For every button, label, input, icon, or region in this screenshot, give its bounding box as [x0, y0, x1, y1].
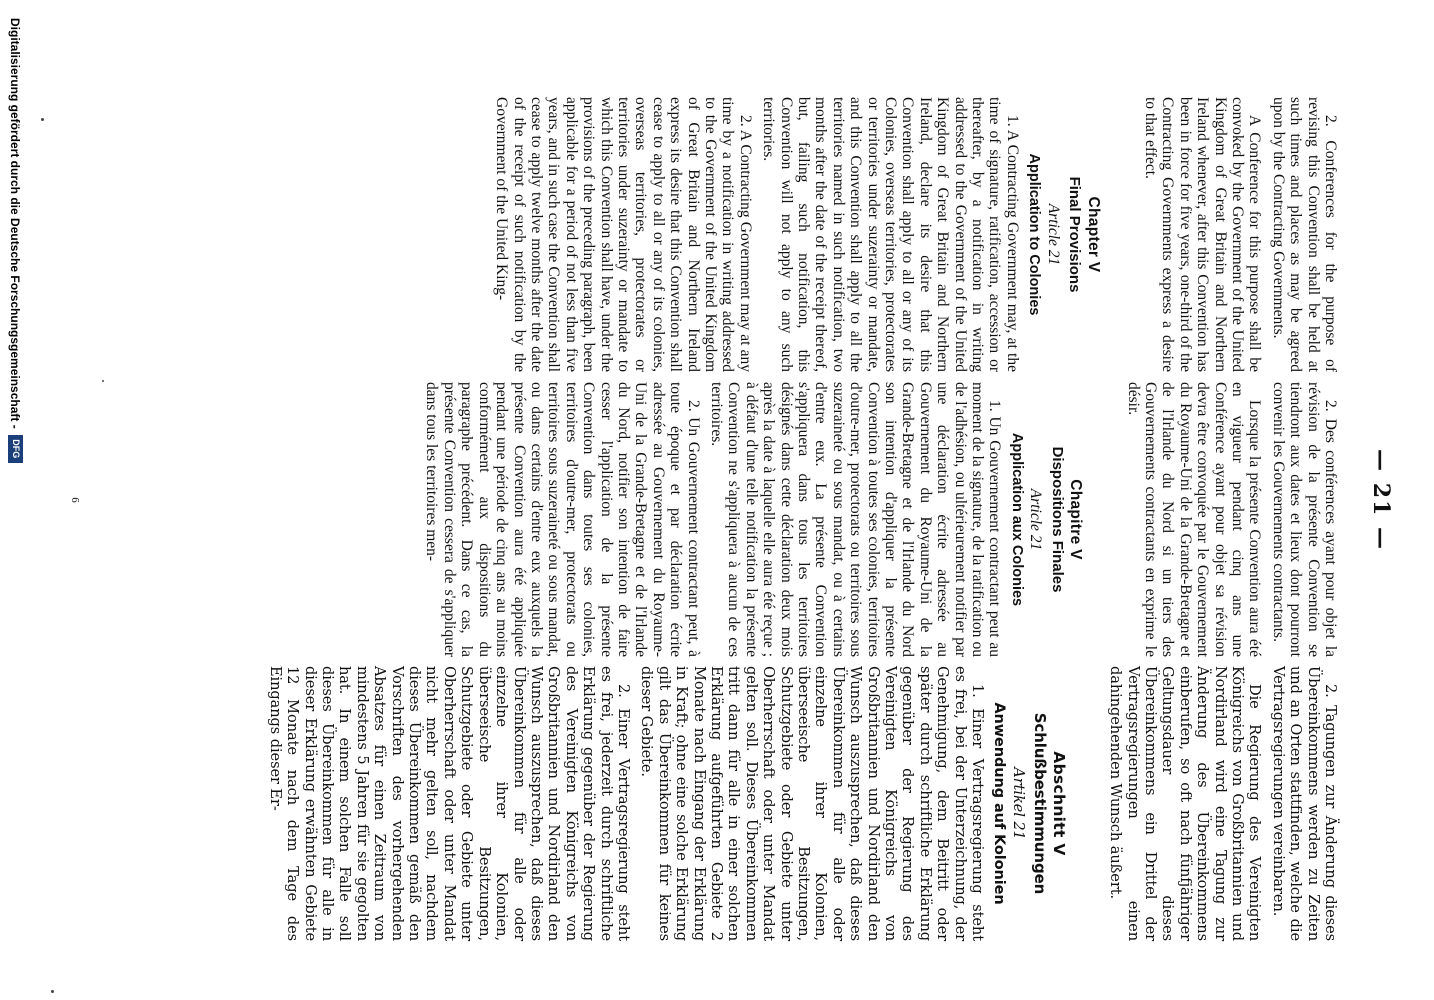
funding-note	[8, 18, 23, 463]
footer-sheet-number: 6	[69, 497, 81, 503]
fr-para-conference-convened: Lorsque la présente Convention aura été en vigueur pendant cinq ans une Conférence ayant pour objet sa révision devra être convoquée par le Gouvernement du Royaume-Uni de la Grande-Bretagne et de l'Irlande du Nord si un tiers des Gouvernements contractants en exprime le désir.	[1124, 382, 1264, 657]
de-chapter-subtitle: Schlußbestimmungen	[1031, 712, 1050, 895]
en-chapter-subtitle: Final Provisions	[1066, 176, 1084, 293]
en-article-title: Application to Colonies	[1026, 153, 1043, 316]
en-para-1: 1. A Contracting Government may, at the time of signature, ratification, accession or thereafter, by a notification in writing addressed to the Government of the United Kingdom of Great Britain and Northern Ireland, declare its desire that this Convention shall apply to all or any of its Colonies, overseas territories, protectorates or territories under suzerainty or mandate, and this Convention shall apply to all the territories named in such notification, two months after the date of the receipt thereof, but, failing such notification, this Convention will not apply to any such territories.	[760, 97, 1021, 372]
en-para-conferences: 2. Conferences for the purpose of revising this Convention shall be held at such times and places as may be agreed upon by the Contracting Governments.	[1269, 97, 1339, 372]
de-article-number: Artikel 21	[1009, 767, 1027, 840]
fr-chapter-title: Chapitre V	[1067, 479, 1085, 560]
fr-chapter-subtitle: Dispositions Finales	[1048, 446, 1066, 593]
de-article-title: Anwendung auf Kolonien	[991, 702, 1008, 905]
scan-speck-dot	[51, 990, 54, 993]
en-para-2: 2. A Contracting Government may at any time by a notification in writing addressed to the Government of the United Kingdom of Great Britain and Northern Ireland express its desire that this Convention shall cease to apply to all or any of its colonies, overseas territories, protectorates or territories under suzerainty or mandate to which this Convention shall have, under the provisions of the preceding paragraph, been applicable for a period of not less than five years, and in such case the Convention shall cease to apply twelve months after the date of the receipt of such notification by the Government of the United King-	[493, 97, 754, 372]
en-para-conference-convened: A Conference for this purpose shall be convoked by the Government of the United Kingdom of Great Britain and Northern Ireland whenever, after this Convention has been in force for five years, one-third of the Contracting Governments express a desire to that effect.	[1141, 97, 1264, 372]
en-chapter-title: Chapter V	[1084, 196, 1102, 273]
de-para-conference-convened: Die Regierung des Vereinigten Königreichs von Großbritannien und Nordirland wird eine Tagung zur Änderung des Übereinkommens einberufen, so oft nach fünfjähriger Geltungsdauer dieses Übereinkommens ein Drittel der Vertragsregierungen einen dahingehenden Wunsch äußert.	[1107, 666, 1264, 941]
french-column	[417, 382, 1339, 657]
fr-para-2: 2. Un Gouvernement contractant peut, à toute époque et par déclaration écrite adressée au Gouvernement du Royaume-Uni de la Grande-Bretagne et de l'Irlande du Nord, notifier son intention de faire cesser l'application de la présente Convention dans toutes ses colonies, territoires d'outre-mer, protectorats ou territoires sous suzeraineté ou sous mandat, ou dans certains d'entre eux auxquels la présente Convention aura été appliquée pendant une période de cinq ans au moins conformément aux dispositions du paragraphe précédent. Dans ce cas, la présente Convention cessera de s'appliquer dans tous les territoires men-	[423, 382, 702, 657]
english-column	[487, 97, 1339, 372]
page-number: — 21 —	[1368, 449, 1394, 551]
de-para-1: 1. Einer Vertragsregierung steht es frei, bei der Unterzeichnung, der Genehmigung, dem Beitritt oder später durch schriftliche Erklärung gegenüber der Regierung des Vereinigten Königreichs von Großbritannien und Nordirland den Wunsch auszusprechen, daß dieses Übereinkommen für alle oder einzelne ihrer Kolonien, überseeische Besitzungen, Schutzgebiete oder Gebiete unter Oberherrschaft oder unter Mandat gelten soll. Dieses Übereinkommen tritt dann für alle in einer solchen Erklärung aufgeführten Gebiete 2 Monate nach Eingang der Erklärung in Kraft; ohne eine solche Erklärung gilt das Übereinkommen für keines dieser Gebiete.	[638, 666, 987, 941]
german-column	[260, 666, 1339, 941]
de-para-2: 2. Einer Vertragsregierung steht es frei, jederzeit durch schriftliche Erklärung gegenüber der Regierung des Vereinigten Königreichs von Großbritannien und Nordirland den Wunsch auszusprechen, daß dieses Übereinkommen für alle oder einzelne ihrer Kolonien, überseeische Besitzungen, Schutzgebiete oder Gebiete unter Oberherrschaft oder unter Mandat nicht mehr gelten soll, nachdem dieses Übereinkommen gemäß den Vorschriften des vorhergehenden Absatzes für einen Zeitraum von mindestens 5 Jahren für sie gegolten hat. In einem solchen Falle soll dieses Übereinkommen für alle in dieser Erklärung erwähnten Gebiete 12 Monate nach dem Tage des Eingangs dieser Er-	[266, 666, 632, 941]
funding-text: Digitalisierung gefördert durch die Deutsche Forschungsgemeinschaft -	[8, 18, 23, 429]
scan-speck-dot	[41, 118, 44, 121]
en-article-number: Article 21	[1044, 203, 1062, 266]
de-chapter-title: Abschnitt V	[1049, 751, 1068, 856]
fr-article-title: Application aux Colonies	[1008, 432, 1025, 607]
scan-speck-dot	[102, 380, 104, 382]
de-para-conferences: 2. Tagungen zur Änderung dieses Übereinkommens werden zu Zeiten und an Orten stattfinden, welche die Vertragsregierungen vereinbaren.	[1269, 666, 1339, 941]
dfg-logo-icon: DFG	[8, 435, 23, 463]
fr-para-1: 1. Un Gouvernement contractant peut au moment de la signature, de la ratification ou de l'adhésion, ou ultérieurement notifier par une déclaration écrite adressée au Gouvernement du Royaume-Uni de la Grande-Bretagne et de l'Irlande du Nord son intention d'appliquer la présente Convention à toutes ses colonies, territoires d'outre-mer, protectorats ou territoires sous suzeraineté ou sous mandat, ou à certains d'entre eux. La présente Convention s'appliquera dans tous les territoires désignés dans cette déclaration deux mois après la date à laquelle elle aura été reçue ; à défaut d'une telle notification la présente Convention ne s'appliquera à aucun de ces territoires.	[708, 382, 1004, 657]
fr-para-conferences: 2. Des conférences ayant pour objet la révision de la présente Convention se tiendront aux dates et lieux dont pourront convenir les Gouvernements contractants.	[1269, 382, 1339, 657]
fr-article-number: Article 21	[1027, 488, 1045, 551]
